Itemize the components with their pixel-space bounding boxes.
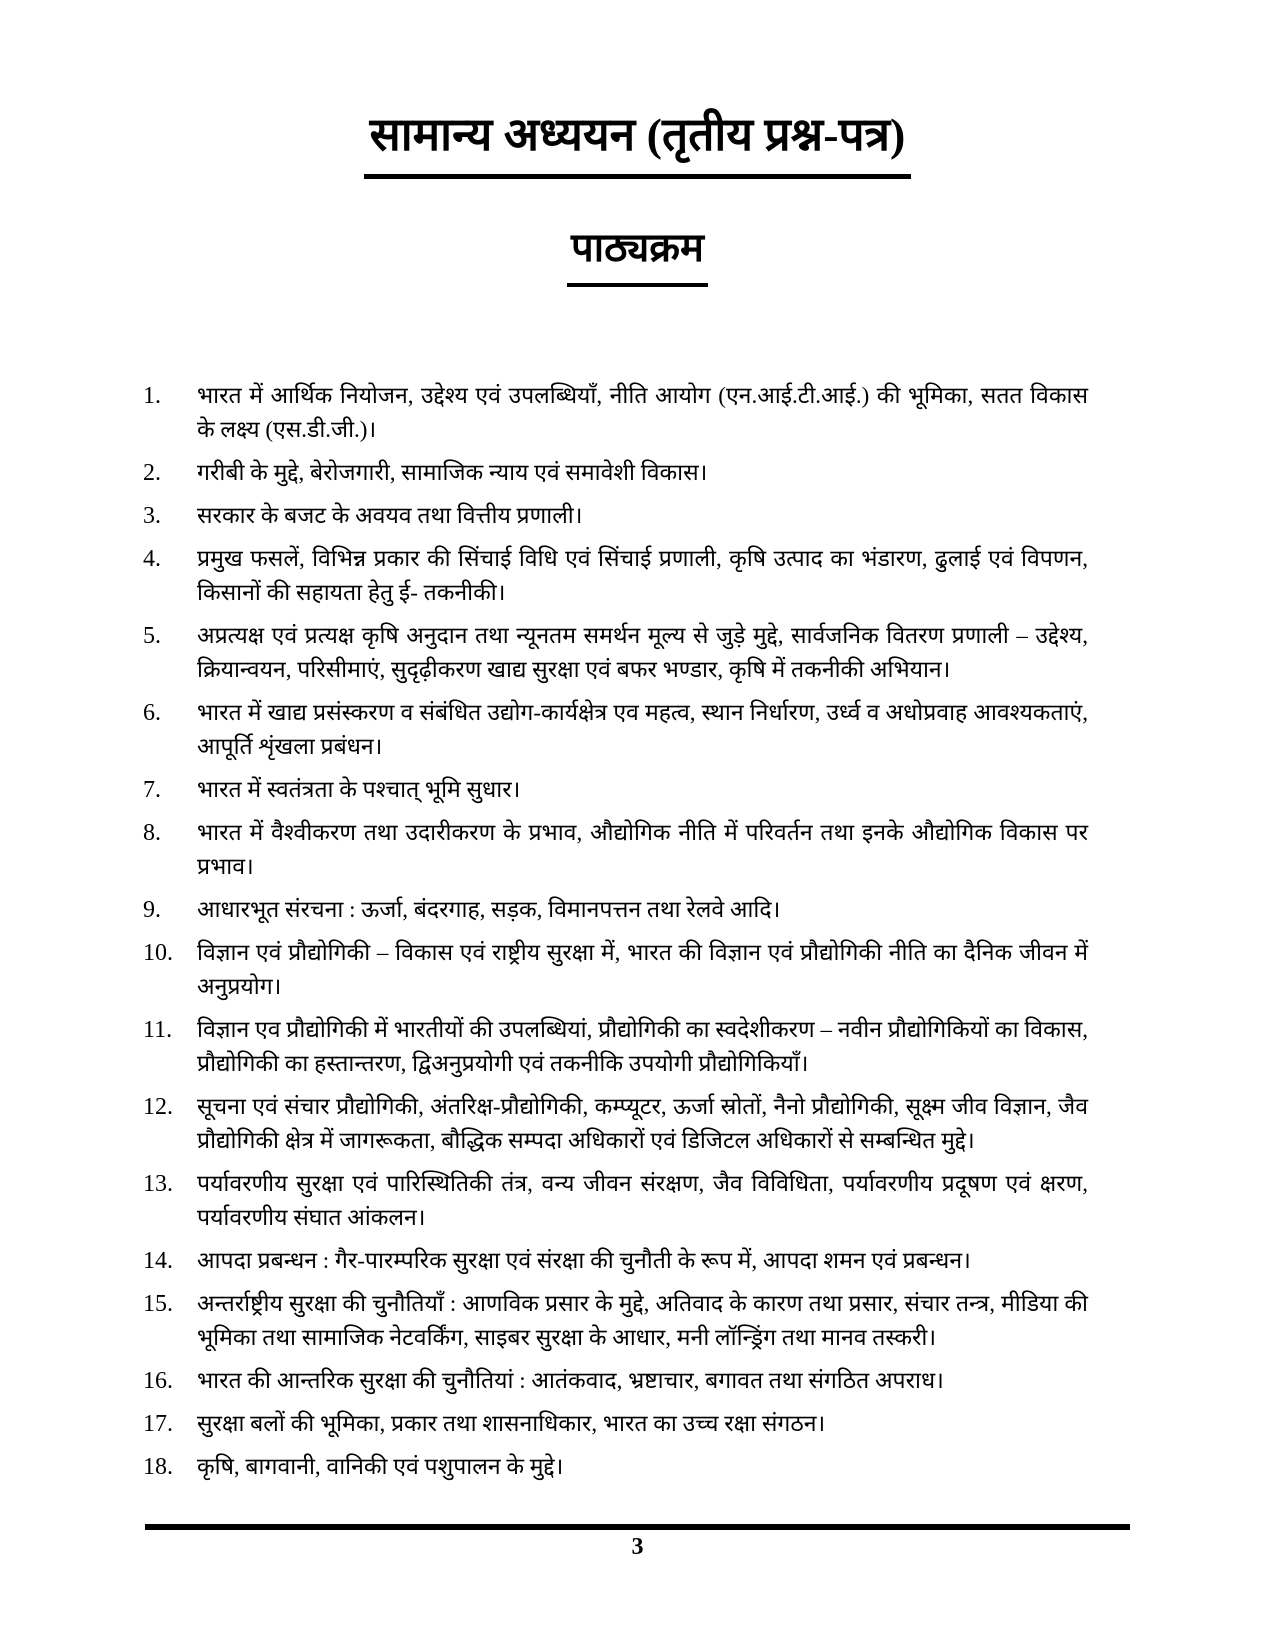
item-number: 4.	[143, 545, 161, 572]
syllabus-item	[143, 773, 1088, 807]
item-text: प्रमुख फसलें, विभिन्न प्रकार की सिंचाई विधि एवं सिंचाई प्रणाली, कृषि उत्पाद का भंडारण, ढुलाई एवं विपणन, किसानों की सहायता हेतु ई- तकनीकी।	[197, 545, 1088, 605]
item-number: 18.	[143, 1453, 173, 1480]
syllabus-item	[143, 696, 1088, 764]
item-number: 13.	[143, 1170, 173, 1197]
item-text: अन्तर्राष्ट्रीय सुरक्षा की चुनौतियाँ : आणविक प्रसार के मुद्दे, अतिवाद के कारण तथा प्रसार, संचार तन्त्र, मीडिया की भूमिका तथा सामाजिक नेटवर्किंग, साइबर सुरक्षा के आधार, मनी लॉन्ड्रिंग तथा मानव तस्करी।	[197, 1290, 1088, 1350]
item-text: अप्रत्यक्ष एवं प्रत्यक्ष कृषि अनुदान तथा न्यूनतम समर्थन मूल्य से जुड़े मुद्दे, सार्वजनिक वितरण प्रणाली – उद्देश्य, क्रियान्वयन, परिसीमाएं, सुदृढ़ीकरण खाद्य सुरक्षा एवं बफर भण्डार, कृषि में तकनीकी अभियान।	[197, 622, 1088, 682]
syllabus-item	[143, 1090, 1088, 1158]
syllabus-item	[143, 619, 1088, 687]
item-text: सरकार के बजट के अवयव तथा वित्तीय प्रणाली।	[197, 502, 583, 528]
item-number: 17.	[143, 1410, 173, 1437]
syllabus-item	[143, 1013, 1088, 1081]
item-number: 7.	[143, 776, 161, 803]
item-text: भारत में आर्थिक नियोजन, उद्देश्य एवं उपलब्धियाँ, नीति आयोग (एन.आई.टी.आई.) की भूमिका, सतत विकास के लक्ष्य (एस.डी.जी.)।	[197, 382, 1088, 442]
item-number: 11.	[143, 1016, 173, 1043]
item-number: 12.	[143, 1093, 173, 1120]
item-text: सुरक्षा बलों की भूमिका, प्रकार तथा शासनाधिकार, भारत का उच्च रक्षा संगठन।	[197, 1410, 826, 1436]
syllabus-item	[143, 893, 1088, 927]
item-text: भारत में स्वतंत्रता के पश्चात् भूमि सुधार।	[197, 776, 521, 802]
syllabus-item	[143, 1450, 1088, 1484]
syllabus-item	[143, 542, 1088, 610]
item-number: 14.	[143, 1247, 173, 1274]
page-title: सामान्य अध्ययन (तृतीय प्रश्न-पत्र)	[364, 106, 912, 179]
footer-divider	[145, 1524, 1130, 1530]
syllabus-item	[143, 379, 1088, 447]
item-text: गरीबी के मुद्दे, बेरोजगारी, सामाजिक न्याय एवं समावेशी विकास।	[197, 459, 708, 485]
item-number: 6.	[143, 699, 161, 726]
syllabus-item	[143, 1287, 1088, 1355]
item-number: 15.	[143, 1290, 173, 1317]
item-number: 16.	[143, 1367, 173, 1394]
item-text: पर्यावरणीय सुरक्षा एवं पारिस्थितिकी तंत्र, वन्य जीवन संरक्षण, जैव विविधिता, पर्यावरणीय प्रदूषण एवं क्षरण, पर्यावरणीय संघात आंकलन।	[197, 1170, 1088, 1230]
title-block	[0, 0, 1275, 179]
syllabus-item	[143, 1167, 1088, 1235]
item-text: आधारभूत संरचना : ऊर्जा, बंदरगाह, सड़क, विमानपत्तन तथा रेलवे आदि।	[197, 896, 781, 922]
syllabus-item	[143, 499, 1088, 533]
syllabus-item	[143, 1364, 1088, 1398]
syllabus-list	[143, 379, 1088, 1484]
page-number: 3	[631, 1534, 644, 1560]
syllabus-item	[143, 816, 1088, 884]
syllabus-item	[143, 456, 1088, 490]
item-text: भारत में वैश्वीकरण तथा उदारीकरण के प्रभाव, औद्योगिक नीति में परिवर्तन तथा इनके औद्योगिक विकास पर प्रभाव।	[197, 819, 1088, 879]
item-number: 1.	[143, 382, 161, 409]
syllabus-item	[143, 1244, 1088, 1278]
item-text: आपदा प्रबन्धन : गैर-पारम्परिक सुरक्षा एवं संरक्षा की चुनौती के रूप में, आपदा शमन एवं प्रबन्धन।	[197, 1247, 971, 1273]
page-subtitle: पाठ्यक्रम	[567, 223, 708, 287]
item-number: 9.	[143, 896, 161, 923]
item-number: 10.	[143, 939, 173, 966]
subtitle-block	[0, 223, 1275, 287]
item-number: 8.	[143, 819, 161, 846]
item-text: विज्ञान एव प्रौद्योगिकी में भारतीयों की उपलब्धियां, प्रौद्योगिकी का स्वदेशीकरण – नवीन प्रौद्योगिकियों का विकास, प्रौद्योगिकी का हस्तान्तरण, द्विअनुप्रयोगी एवं तकनीकि उपयोगी प्रौद्योगिकियाँ।	[197, 1016, 1088, 1076]
item-text: भारत की आन्तरिक सुरक्षा की चुनौतियां : आतंकवाद, भ्रष्टाचार, बगावत तथा संगठित अपराध।	[197, 1367, 944, 1393]
syllabus-item	[143, 1407, 1088, 1441]
item-text: विज्ञान एवं प्रौद्योगिकी – विकास एवं राष्ट्रीय सुरक्षा में, भारत की विज्ञान एवं प्रौद्योगिकी नीति का दैनिक जीवन में अनुप्रयोग।	[197, 939, 1088, 999]
item-text: कृषि, बागवानी, वानिकी एवं पशुपालन के मुद्दे।	[197, 1453, 564, 1479]
item-number: 5.	[143, 622, 161, 649]
item-number: 3.	[143, 502, 161, 529]
item-text: भारत में खाद्य प्रसंस्करण व संबंधित उद्योग-कार्यक्षेत्र एव महत्व, स्थान निर्धारण, उर्ध्व व अधोप्रवाह आवश्यकताएं, आपूर्ति शृंखला प्रबंधन।	[197, 699, 1088, 759]
item-number: 2.	[143, 459, 161, 486]
item-text: सूचना एवं संचार प्रौद्योगिकी, अंतरिक्ष-प्रौद्योगिकी, कम्प्यूटर, ऊर्जा स्रोतों, नैनो प्रौद्योगिकी, सूक्ष्म जीव विज्ञान, जैव प्रौद्योगिकी क्षेत्र में जागरूकता, बौद्धिक सम्पदा अधिकारों एवं डिजिटल अधिकारों से सम्बन्धित मुद्दे।	[197, 1093, 1088, 1153]
syllabus-item	[143, 936, 1088, 1004]
